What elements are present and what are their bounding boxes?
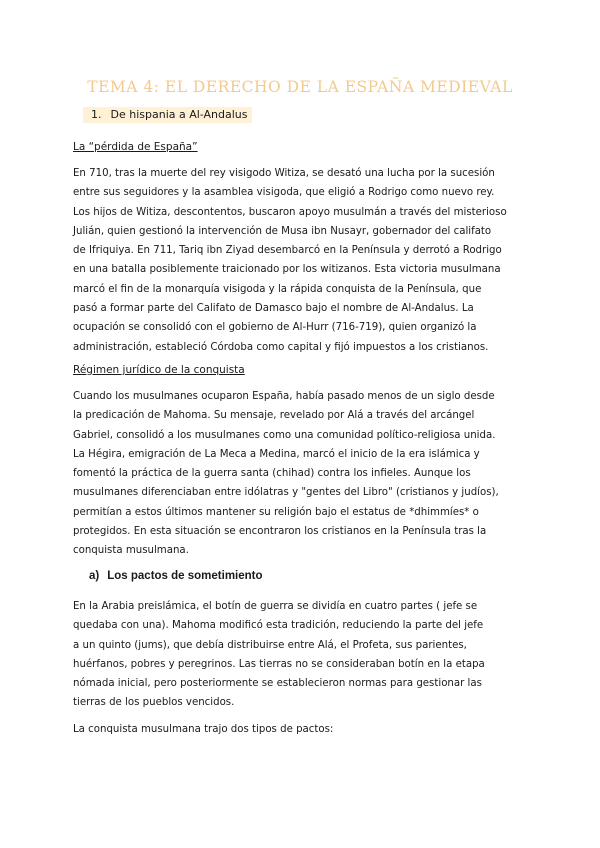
text-line: ocupación se consolidó con el gobierno de Al-Hurr (716-719), quien organizó la [73,322,477,334]
text-line: pasó a formar parte del Califato de Damasco bajo el nombre de Al-Andalus. La [73,303,474,315]
text-line: marcó el fin de la monarquía visigoda y la rápida conquista de la Península, que [73,283,482,295]
section-number: 1. [91,108,102,121]
text-line: En la Arabia preislámica, el botín de guerra se dividía en cuatro partes ( jefe se [73,601,478,612]
text-line: tierras de los pueblos vencidos. [73,697,235,709]
paragraph-tipos-pactos [73,720,533,739]
text-line: la predicación de Mahoma. Su mensaje, revelado por Alá a través del arcángel [73,410,475,422]
text-line: huérfanos, pobres y peregrinos. Las tierras no se consideraban botín en la etapa [73,658,485,670]
text-line: permitían a estos últimos mantener su religión bajo el estatus de *dhimmíes* o [73,506,479,518]
text-line: quedaba con una). Mahoma modificó esta tradición, reduciendo la parte del jefe [73,620,484,632]
text-line: entre sus seguidores y la asamblea visigoda, que eligió a Rodrigo como nuevo rey. [73,187,495,199]
text-line: a un quinto (jums), que debía distribuirse entre Alá, el Profeta, sus parientes, [73,639,467,651]
text-line: Gabriel, consolidó a los musulmanes como una comunidad político-religiosa unida. [73,429,496,441]
text-line: fomentó la práctica de la guerra santa (chihad) contra los infieles. Aunque los [73,468,471,480]
section-label: De hispania a Al-Andalus [110,108,248,121]
text-line: protegidos. En esta situación se encontraron los cristianos en la Península tras la [73,526,487,538]
text-line: La Hégira, emigración de La Meca a Medina, marcó el inicio de la era islámica y [73,448,480,460]
text-line: musulmanes diferenciaban entre idólatras y "gentes del Libro" (cristianos y judíos), [73,487,499,499]
paragraph-perdida [73,164,533,357]
text-line: nómada inicial, pero posteriormente se establecieron normas para gestionar las [73,678,482,690]
subheading-regimen: Régimen jurídico de la conquista [73,364,245,376]
paragraph-regimen [73,387,533,561]
text-line: conquista musulmana. [73,545,189,557]
text-line: Los hijos de Witiza, descontentos, buscaron apoyo musulmán a través del misterioso [73,206,507,218]
paragraph-pactos [73,597,533,713]
text-line: administración, estableció Córdoba como capital y fijó impuestos a los cristianos. [73,341,489,353]
section-heading [83,107,252,123]
text-line: En 710, tras la muerte del rey visigodo Witiza, se desató una lucha por la sucesión [73,168,495,179]
text-line: Cuando los musulmanes ocuparon España, había pasado menos de un siglo desde [73,391,495,402]
subsection-number: a) [89,570,100,582]
subheading-perdida: La “pérdida de España” [73,141,198,153]
subsection-heading [89,570,263,582]
page-title: TEMA 4: EL DERECHO DE LA ESPAÑA MEDIEVAL [87,78,513,96]
text-line: La conquista musulmana trajo dos tipos de pactos: [73,724,334,735]
text-line: en una batalla posiblemente traicionado por los witizanos. Esta victoria musulmana [73,264,501,276]
subsection-label: Los pactos de sometimiento [107,570,263,582]
text-line: de Ifriquiya. En 711, Tariq ibn Ziyad desembarcó en la Península y derrotó a Rodrigo [73,245,502,257]
text-line: Julián, quien gestionó la intervención de Musa ibn Nusayr, gobernador del califato [73,225,492,237]
